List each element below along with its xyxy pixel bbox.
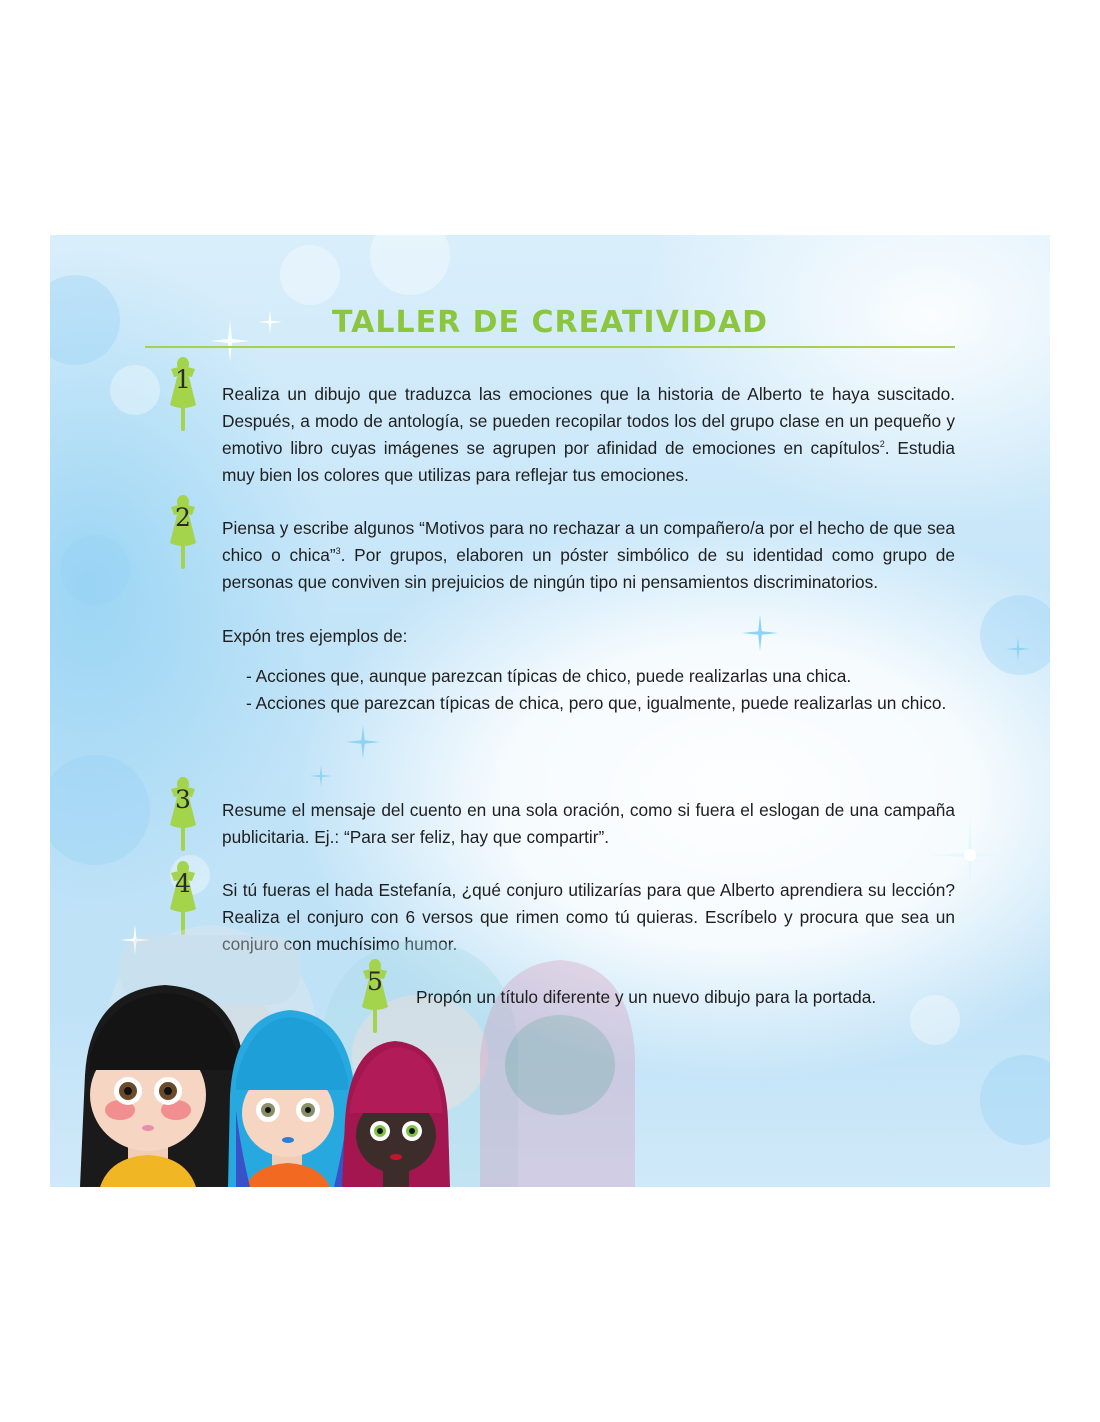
sparkle-icon bbox=[346, 725, 380, 759]
task-text: . Por grupos, elaboren un póster simbólico de su identidad como grupo de personas que conviven sin prejuicios de ningún tipo ni pensamientos discriminatorios. bbox=[222, 545, 955, 592]
task-text: Resume el mensaje del cuento en una sola oración, como si fuera el eslogan de una campaña publicitaria. Ej.: “Para ser feliz, hay que compartir”. bbox=[222, 800, 955, 847]
bokeh-circle bbox=[110, 365, 160, 415]
task-subheading: Expón tres ejemplos de: bbox=[222, 626, 408, 646]
title-divider bbox=[145, 346, 955, 348]
footnote-ref: 2 bbox=[879, 439, 885, 450]
doll-black-hair bbox=[80, 985, 250, 1187]
task-number-badge bbox=[358, 957, 392, 1037]
task-number: 2 bbox=[175, 503, 191, 532]
task-text: Si tú fueras el hada Estefanía, ¿qué conjuro utilizarías para que Alberto aprendiera su lección? Realiza el conjuro con 6 versos que rimen como tú quieras. Escríbelo y procura que sea un conjuro con muchísimo humor. bbox=[222, 880, 955, 954]
task-text: Realiza un dibujo que traduzca las emociones que la historia de Alberto te haya suscitado. Después, a modo de antología, se pueden recopilar todos los del grupo clase en un pequeño y emotivo libro cuyas imágenes se agrupen por afinidad de emociones en capítulos bbox=[222, 384, 955, 458]
activity-panel bbox=[50, 235, 1050, 1187]
page-title: TALLER DE CREATIVIDAD bbox=[332, 305, 768, 340]
task-number: 3 bbox=[175, 785, 191, 814]
task-number-badge bbox=[166, 775, 200, 855]
bokeh-circle bbox=[280, 245, 340, 305]
task-2 bbox=[222, 515, 955, 717]
task-number-badge bbox=[166, 493, 200, 573]
bokeh-circle bbox=[50, 755, 150, 865]
task-number: 4 bbox=[175, 869, 191, 898]
sparkle-icon bbox=[310, 765, 332, 787]
bokeh-circle bbox=[980, 595, 1050, 675]
task-number-badge bbox=[166, 355, 200, 435]
task-text: Propón un título diferente y un nuevo dibujo para la portada. bbox=[416, 987, 877, 1007]
task-text: . Estudia muy bien los colores que utilizas para reflejar tus emociones. bbox=[222, 438, 956, 485]
task-text: Piensa y escribe algunos “Motivos para no rechazar a un compañero/a por el hecho de que sea chico o chica” bbox=[222, 518, 955, 565]
task-number: 5 bbox=[367, 967, 383, 996]
sparkle-icon bbox=[1006, 637, 1030, 661]
task-3 bbox=[222, 797, 955, 851]
task-5 bbox=[416, 984, 956, 1011]
bullet-item: - Acciones que, aunque parezcan típicas de chico, puede realizarlas una chica. bbox=[246, 666, 852, 686]
footnote-ref: 3 bbox=[335, 546, 341, 557]
dolls-illustration bbox=[50, 895, 1050, 1187]
bokeh-circle bbox=[60, 535, 130, 605]
bokeh-circle bbox=[370, 235, 450, 295]
bullet-item: - Acciones que parezcan típicas de chica, pero que, igualmente, puede realizarlas un chico. bbox=[246, 693, 947, 713]
task-1 bbox=[222, 381, 955, 489]
task-number: 1 bbox=[175, 365, 191, 394]
